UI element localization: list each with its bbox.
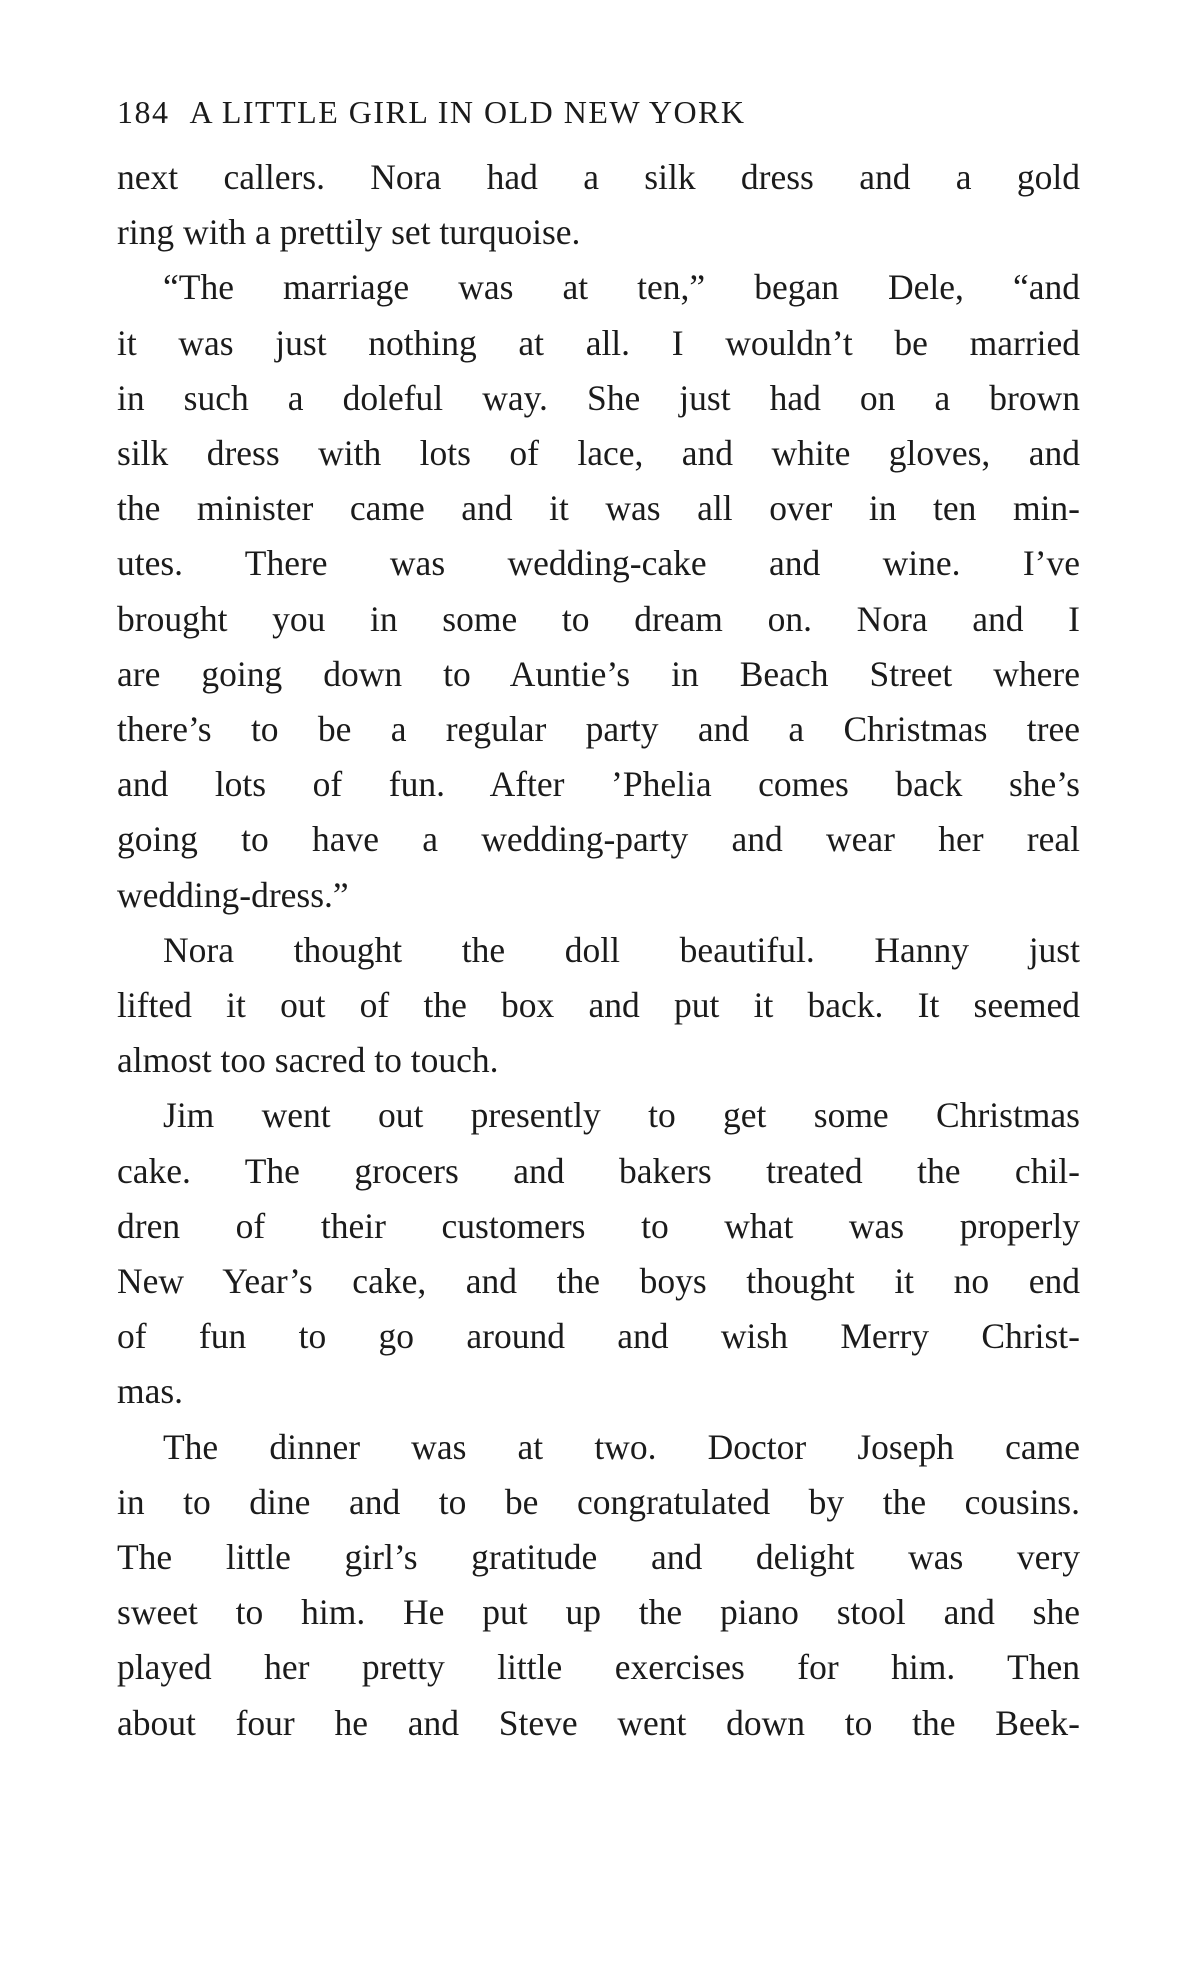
running-title: A LITTLE GIRL IN OLD NEW YORK [189, 94, 746, 130]
text-line: mas. [117, 1371, 184, 1412]
text-line: sweet to him. He put up the piano stool and she [117, 1592, 1080, 1633]
text-line: The dinner was at two. Doctor Joseph came [163, 1426, 1080, 1467]
running-head [117, 92, 1080, 132]
text-line: lifted it out of the box and put it back. It seemed [117, 985, 1080, 1026]
text-line: “The marriage was at ten,” began Dele, “and [163, 267, 1080, 308]
text-line: wedding-dress.” [117, 874, 349, 915]
book-page [117, 92, 1080, 1751]
text-line: brought you in some to dream on. Nora and I [117, 598, 1080, 639]
body-text [117, 150, 1080, 1751]
page-number: 184 [117, 94, 170, 130]
text-line: next callers. Nora had a silk dress and a gold [117, 157, 1080, 197]
text-line: Nora thought the doll beautiful. Hanny just [163, 929, 1080, 970]
text-line: almost too sacred to touch. [117, 1040, 499, 1081]
text-line: played her pretty little exercises for him. Then [117, 1647, 1080, 1688]
text-line: in such a doleful way. She just had on a brown [117, 377, 1080, 418]
text-line: New Year’s cake, and the boys thought it no end [117, 1261, 1080, 1302]
text-line: are going down to Auntie’s in Beach Street where [117, 653, 1080, 694]
text-line: utes. There was wedding-cake and wine. I’ve [117, 543, 1080, 584]
text-line: and lots of fun. After ’Phelia comes back she’s [117, 764, 1080, 805]
text-line: Jim went out presently to get some Christmas [163, 1095, 1080, 1136]
text-line: it was just nothing at all. I wouldn’t be married [117, 322, 1080, 363]
text-line: about four he and Steve went down to the Beek- [117, 1702, 1080, 1743]
text-line: going to have a wedding-party and wear her real [117, 819, 1080, 860]
text-line: of fun to go around and wish Merry Christ- [117, 1316, 1080, 1357]
text-line: cake. The grocers and bakers treated the chil- [117, 1150, 1080, 1191]
text-line: The little girl’s gratitude and delight was very [117, 1537, 1080, 1578]
text-line: there’s to be a regular party and a Christmas tree [117, 709, 1080, 750]
text-line: dren of their customers to what was properly [117, 1205, 1080, 1246]
text-line: in to dine and to be congratulated by the cousins. [117, 1481, 1080, 1522]
text-line: ring with a prettily set turquoise. [117, 212, 581, 253]
text-line: the minister came and it was all over in ten min- [117, 488, 1080, 529]
text-line: silk dress with lots of lace, and white gloves, and [117, 433, 1080, 474]
